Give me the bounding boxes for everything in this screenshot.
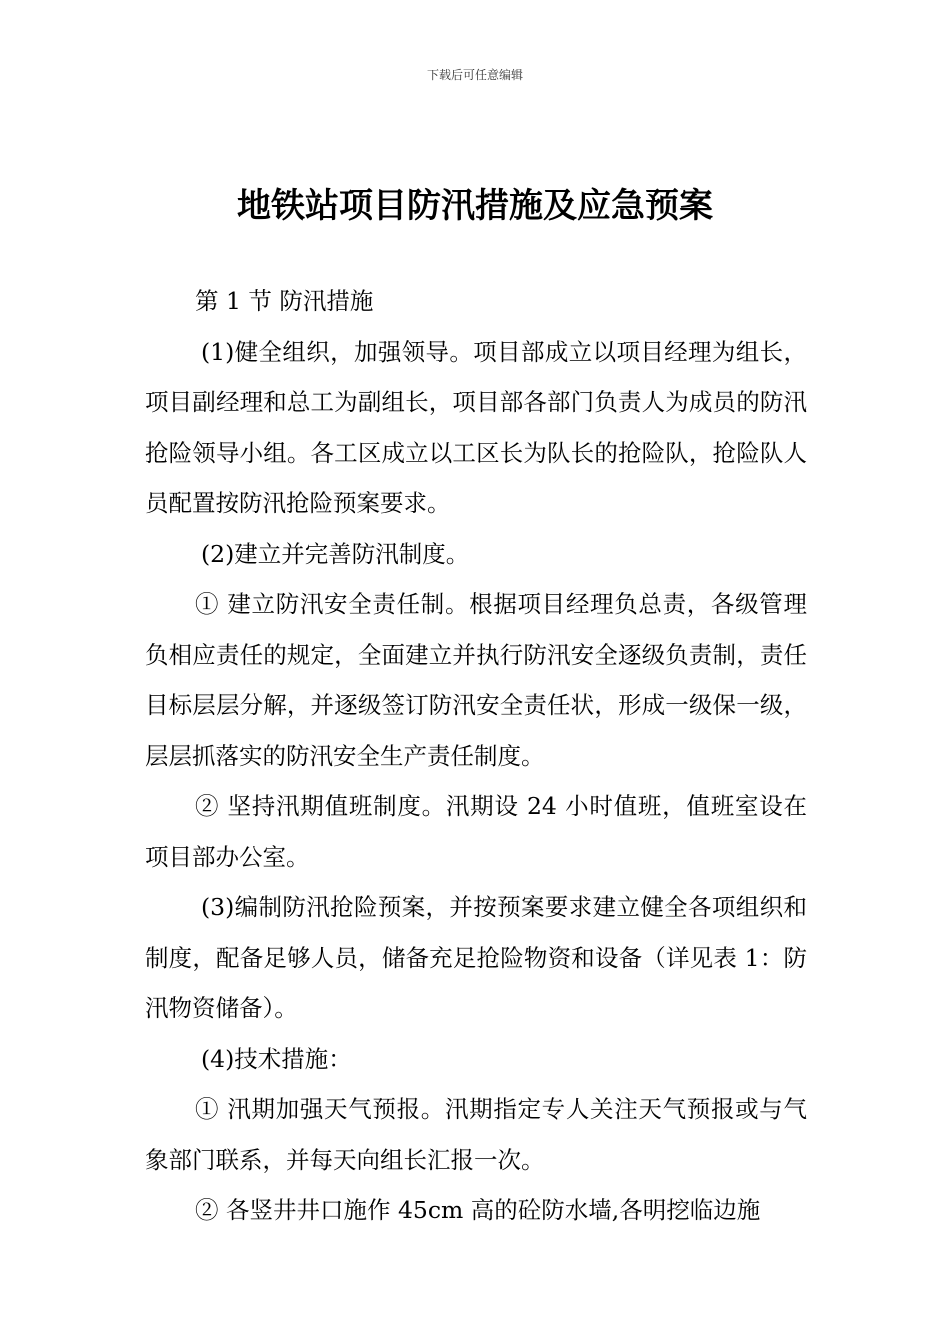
paragraph: (1)健全组织，加强领导。项目部成立以项目经理为组长，项目副经理和总工为副组长，项目部各部门负责人为成员的防汛抢险领导小组。各工区成立以工区长为队长的抢险队，抢险队人员配置按防汛抢险预案要求。 bbox=[145, 337, 807, 517]
paragraph: ① 汛期加强天气预报。汛期指定专人关注天气预报或与气象部门联系，并每天向组长汇报一次。 bbox=[145, 1095, 807, 1174]
paragraph: ② 坚持汛期值班制度。汛期设 24 小时值班，值班室设在项目部办公室。 bbox=[145, 792, 807, 871]
paragraph: (2)建立并完善防汛制度。 bbox=[201, 539, 470, 568]
paragraph: ② 各竖井井口施作 45cm 高的砼防水墙,各明挖临边施 bbox=[195, 1196, 761, 1224]
section-heading: 第 1 节 防汛措施 bbox=[195, 287, 374, 315]
document-body bbox=[145, 276, 807, 1236]
document-title: 地铁站项目防汛措施及应急预案 bbox=[237, 186, 713, 226]
paragraph: (3)编制防汛抢险预案，并按预案要求建立健全各项组织和制度，配备足够人员，储备充足抢险物资和设备（详见表 1：防汛物资储备）。 bbox=[145, 893, 807, 1022]
paragraph: (4)技术措施： bbox=[201, 1044, 352, 1073]
page-header: 下载后可任意编辑 bbox=[426, 68, 523, 82]
paragraph: ① 建立防汛安全责任制。根据项目经理负总责，各级管理负相应责任的规定，全面建立并执行防汛安全逐级负责制，责任目标层层分解，并逐级签订防汛安全责任状，形成一级保一级，层层抓落实的防汛安全生产责任制度。 bbox=[145, 590, 807, 770]
